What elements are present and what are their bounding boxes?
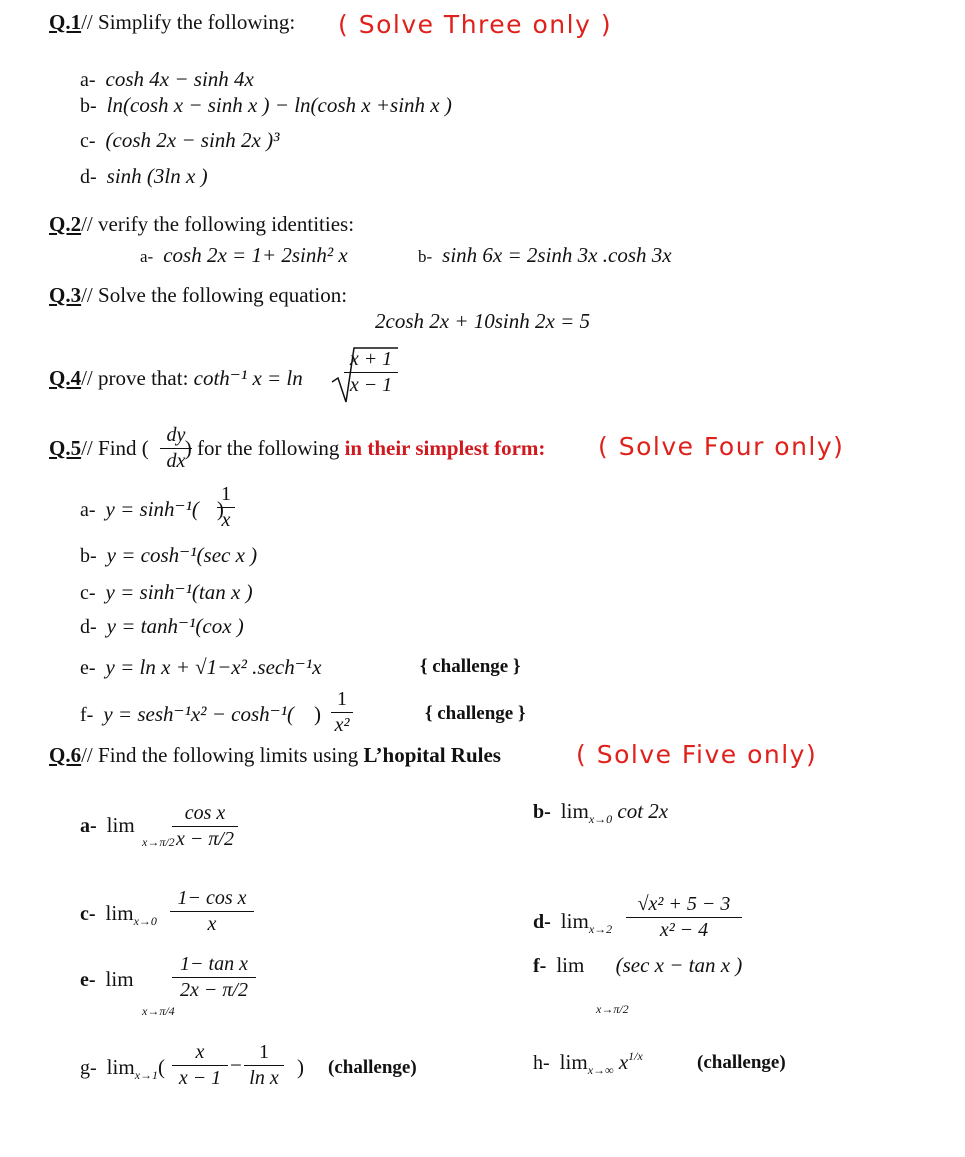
q1-number: Q.1 (49, 10, 82, 34)
q6-text: // Find the following limits using (81, 743, 359, 767)
q6-item-g-minus: − (230, 1053, 242, 1077)
q6-item-c: c- $\lim_{x\to 0}$ (80, 901, 157, 928)
q5-item-f-challenge: { challenge } (425, 703, 526, 724)
q6-item-e-sub: x→π/4 (142, 1004, 175, 1018)
q1-heading (49, 10, 295, 35)
q1-handwritten-note: ( Solve Three only ) (338, 10, 613, 39)
q6-item-d: d- $\lim_{x\to 2}$ (533, 909, 613, 936)
q6-item-h: h- $\lim_{x\to\infty} x^{1/x}$ (533, 1049, 643, 1077)
q5-item-e: e- y = ln x + √1−x² .sech⁻¹x (80, 655, 322, 679)
q4-denominator: x − 1 (349, 374, 393, 396)
q2-number: Q.2 (49, 212, 82, 236)
q6-item-d-fraction: √x² + 5 − 3 x² − 4 (626, 893, 742, 942)
q1-item-b: b- ln(cosh x − sinh x ) − ln(cosh x +sinh x ) (80, 93, 452, 117)
q4-heading (49, 366, 303, 391)
q3-text: // Solve the following equation: (81, 283, 348, 307)
q5-item-d: d- y = tanh⁻¹(cox ) (80, 614, 244, 638)
q1-text: // Simplify the following: (81, 10, 296, 34)
q5-dy: dy (166, 424, 186, 446)
q1-item-c: c- (cosh 2x − sinh 2x )³ (80, 128, 280, 152)
q6-item-g-fraction-1: x x − 1 (172, 1041, 228, 1090)
q5-handwritten-note: ( Solve Four only) (598, 432, 845, 461)
q6-number: Q.6 (49, 743, 82, 767)
q2-heading (49, 212, 354, 237)
q5-item-f: f- y = sesh⁻¹x² − cosh⁻¹( ) (80, 702, 322, 726)
q5-item-b: b- y = cosh⁻¹(sec x ) (80, 543, 258, 567)
q5-dx: dx (166, 450, 186, 472)
q6-handwritten-note: ( Solve Five only) (576, 740, 818, 769)
q5-heading (49, 436, 545, 461)
q6-item-a-sub: x→π/2 (142, 835, 175, 849)
q6-heading (49, 743, 501, 768)
q6-item-c-fraction: 1− cos x x (170, 887, 254, 936)
q6-item-b: b- $\lim_{x\to 0} \cot 2x$ (533, 799, 669, 826)
q4-numerator: x + 1 (349, 348, 393, 370)
q3-number: Q.3 (49, 283, 82, 307)
q5-dydx (160, 424, 192, 473)
q4-number: Q.4 (49, 366, 82, 390)
q5-item-c: c- y = sinh⁻¹(tan x ) (80, 580, 253, 604)
q6-item-a: a- lim (80, 813, 135, 837)
q3-heading (49, 283, 347, 308)
q4-fraction (344, 348, 398, 397)
q5-text-post: ) for the following (184, 436, 340, 460)
q2-item-b: b- sinh 6x = 2sinh 3x .cosh 3x (418, 243, 672, 267)
q2-item-a: a- cosh 2x = 1+ 2sinh² x (140, 243, 348, 267)
q1-item-a: a- cosh 4x − sinh 4x (80, 67, 254, 91)
q5-item-a-fraction: 1 x (217, 483, 235, 532)
q6-item-a-fraction: cos x x − π/2 (172, 802, 238, 851)
q6-bold-text: L’hopital Rules (363, 743, 501, 767)
q4-lhs: coth⁻¹ x = ln (193, 366, 303, 390)
q5-text-pre: // Find ( (81, 436, 149, 460)
q3-equation: 2cosh 2x + 10sinh 2x = 5 (375, 309, 590, 333)
q6-item-g-challenge: (challenge) (328, 1057, 417, 1078)
q6-item-f: f- lim (sec x − tan x ) (533, 953, 743, 977)
q2-text: // verify the following identities: (81, 212, 355, 236)
q6-item-f-sub: x→π/2 (596, 1002, 629, 1016)
q5-item-f-fraction: 1 x² (331, 688, 353, 737)
q6-item-e: e- lim (80, 967, 134, 991)
q1-item-d: d- sinh (3ln x ) (80, 164, 208, 188)
q6-item-g: g- $\lim_{x\to 1}$( ) (80, 1055, 305, 1082)
q6-item-g-fraction-2: 1 ln x (244, 1041, 284, 1090)
q5-number: Q.5 (49, 436, 82, 460)
q5-item-a: a- y = sinh⁻¹( ) (80, 497, 224, 521)
q5-item-e-challenge: { challenge } (420, 656, 521, 677)
q4-text: // prove that: (81, 366, 189, 390)
q6-item-e-fraction: 1− tan x 2x − π/2 (172, 953, 256, 1002)
q5-emphasis: in their simplest form: (344, 436, 546, 460)
q6-item-h-challenge: (challenge) (697, 1052, 786, 1073)
